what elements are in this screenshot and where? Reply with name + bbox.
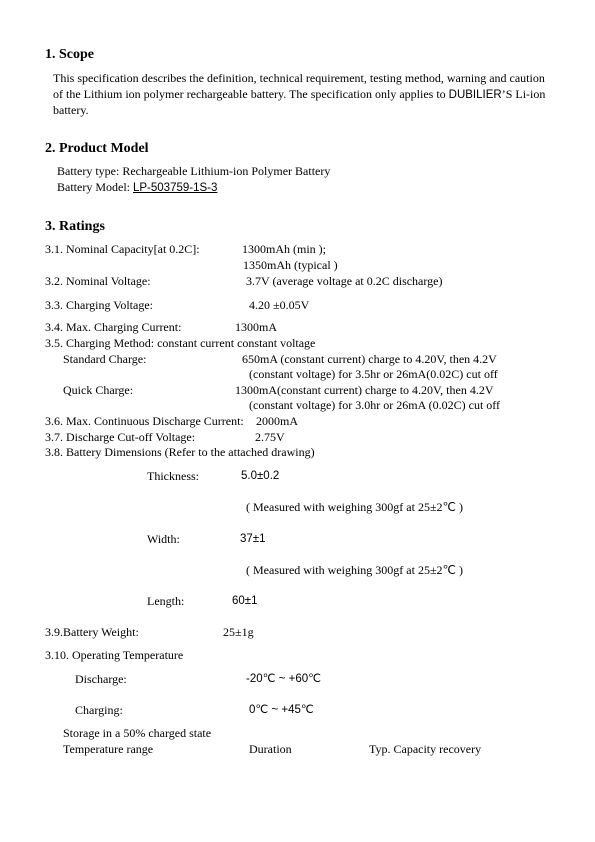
weight-value: 25±1g xyxy=(223,625,254,639)
width-value: 37±1 xyxy=(240,533,266,545)
quick-charge-line-2: (constant voltage) for 3.0hr or 26mA (0.02C) cut off xyxy=(249,398,501,412)
cutoff-voltage-label: 3.7. Discharge Cut-off Voltage: xyxy=(45,430,196,444)
standard-charge-line-1: 650mA (constant current) charge to 4.20V, then 4.2V xyxy=(242,352,497,366)
scope-text-line-2c: ’S Li-ion xyxy=(501,87,546,101)
product-model-heading: 2. Product Model xyxy=(45,141,149,156)
nominal-capacity-label: 3.1. Nominal Capacity[at 0.2C]: xyxy=(45,242,200,256)
charging-temp-label: Charging: xyxy=(75,703,123,717)
storage-col-temperature: Temperature range xyxy=(63,742,154,756)
nominal-capacity-typical: 1350mAh (typical ) xyxy=(243,258,338,272)
scope-text-line-2a: of the Lithium ion polymer rechargeable battery. The specification only applies to xyxy=(53,87,446,101)
storage-label: Storage in a 50% charged state xyxy=(63,726,212,740)
charging-method-label: 3.5. Charging Method: constant current constant voltage xyxy=(45,336,316,350)
charging-voltage-value: 4.20 ±0.05V xyxy=(249,298,310,312)
ratings-heading: 3. Ratings xyxy=(45,219,105,234)
width-note: ( Measured with weighing 300gf at 25±2℃ ) xyxy=(246,563,464,577)
discharge-temp-value: -20℃ ~ +60℃ xyxy=(246,673,322,685)
standard-charge-label: Standard Charge: xyxy=(63,352,147,366)
length-value: 60±1 xyxy=(232,595,258,607)
discharge-temp-label: Discharge: xyxy=(75,672,127,686)
quick-charge-label: Quick Charge: xyxy=(63,383,134,397)
operating-temp-label: 3.10. Operating Temperature xyxy=(45,648,184,662)
nominal-capacity-min: 1300mAh (min ); xyxy=(242,242,326,256)
max-charging-current-value: 1300mA xyxy=(235,320,277,334)
nominal-voltage-label: 3.2. Nominal Voltage: xyxy=(45,274,151,288)
cutoff-voltage-value: 2.75V xyxy=(255,430,285,444)
brand-name: DUBILIER xyxy=(448,89,502,101)
scope-text-line-1: This specification describes the definition, technical requirement, testing method, warning and caution xyxy=(53,71,545,85)
battery-model-value: LP-503759-1S-3 xyxy=(132,182,218,194)
dimensions-label: 3.8. Battery Dimensions (Refer to the attached drawing) xyxy=(45,445,315,459)
thickness-value: 5.0±0.2 xyxy=(241,470,280,482)
charging-voltage-label: 3.3. Charging Voltage: xyxy=(45,298,153,312)
width-label: Width: xyxy=(147,532,180,546)
max-charging-current-label: 3.4. Max. Charging Current: xyxy=(45,320,182,334)
standard-charge-line-2: (constant voltage) for 3.5hr or 26mA(0.02C) cut off xyxy=(249,367,498,381)
battery-type: Battery type: Rechargeable Lithium-ion Polymer Battery xyxy=(57,164,331,178)
nominal-voltage-value: 3.7V (average voltage at 0.2C discharge) xyxy=(246,274,443,288)
length-label: Length: xyxy=(147,594,185,608)
scope-text-line-3: battery. xyxy=(53,103,89,117)
max-discharge-current-label: 3.6. Max. Continuous Discharge Current: xyxy=(45,414,244,428)
storage-col-duration: Duration xyxy=(249,742,292,756)
scope-text-line-2 xyxy=(53,87,545,102)
thickness-note: ( Measured with weighing 300gf at 25±2℃ ) xyxy=(246,500,464,514)
quick-charge-line-1: 1300mA(constant current) charge to 4.20V, then 4.2V xyxy=(235,383,494,397)
battery-model-label: Battery Model: xyxy=(57,180,130,194)
charging-temp-value: 0℃ ~ +45℃ xyxy=(249,704,314,716)
weight-label: 3.9.Battery Weight: xyxy=(45,625,139,639)
scope-heading: 1. Scope xyxy=(45,47,94,62)
max-discharge-current-value: 2000mA xyxy=(256,414,298,428)
storage-col-recovery: Typ. Capacity recovery xyxy=(369,742,482,756)
thickness-label: Thickness: xyxy=(147,469,199,483)
battery-model xyxy=(57,180,217,195)
